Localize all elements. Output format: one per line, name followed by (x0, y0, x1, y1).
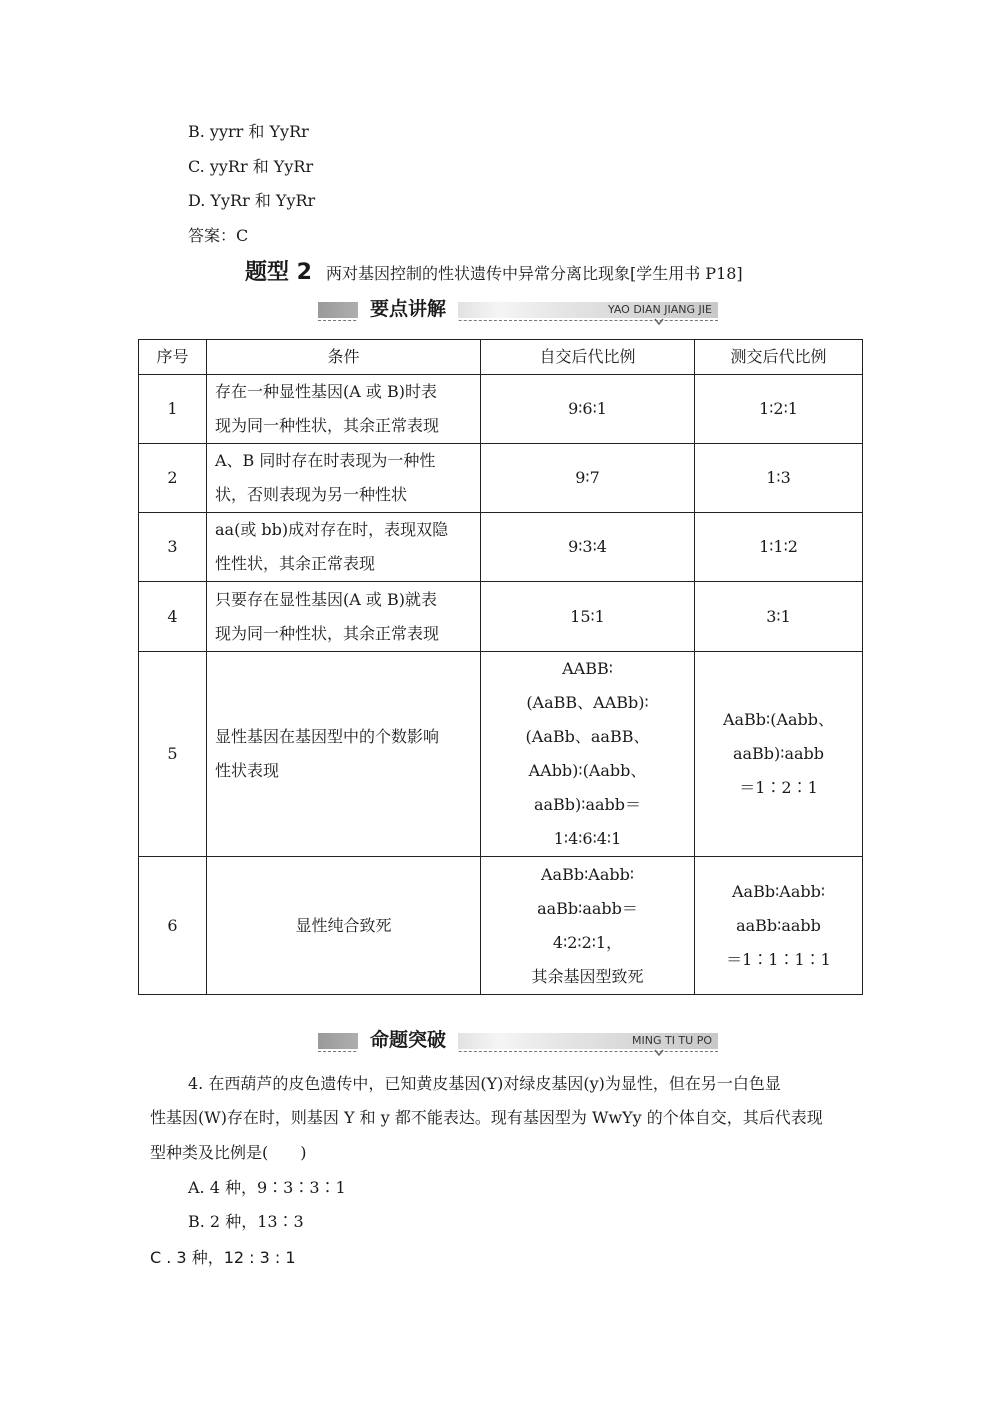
question-line-1: 4. 在西葫芦的皮色遗传中，已知黄皮基因(Y)对绿皮基因(y)为显性，但在另一白色显 (188, 1074, 781, 1093)
row-test-ratio: 3∶1 (695, 582, 863, 652)
table-row (139, 857, 863, 995)
practice-banner (318, 1025, 718, 1059)
table-row (139, 652, 863, 857)
ratio-table (138, 339, 863, 995)
row-condition: 显性基因在基因型中的个数影响 性状表现 (207, 652, 481, 857)
row-condition: 存在一种显性基因(A 或 B)时表 现为同一种性状，其余正常表现 (207, 375, 481, 444)
row-no: 6 (139, 857, 207, 995)
row-condition: 显性纯合致死 (207, 857, 481, 995)
chevron-down-icon (654, 1049, 664, 1057)
row-self-ratio: 9∶3∶4 (481, 513, 695, 582)
question-line-3: 型种类及比例是( ) (150, 1143, 307, 1162)
section-title (245, 255, 743, 285)
table-row (139, 444, 863, 513)
table-row (139, 582, 863, 652)
row-test-ratio: AaBb∶(Aabb、 aaBb)∶aabb ＝1∶2∶1 (695, 652, 863, 857)
option-b: B. 2 种，13∶3 (188, 1212, 304, 1231)
row-self-ratio: AABB∶ (AaBB、AABb)∶ (AaBb、aaBB、 AAbb)∶(Aabb、 aaBb)∶aabb＝ 1∶4∶6∶4∶1 (481, 652, 695, 857)
header-self-cross: 自交后代比例 (481, 340, 695, 375)
row-condition: 只要存在显性基因(A 或 B)就表 现为同一种性状，其余正常表现 (207, 582, 481, 652)
banner-title: 要点讲解 (358, 294, 458, 324)
option-c: C . 3 种，12 : 3 : 1 (150, 1248, 296, 1267)
row-self-ratio: AaBb∶Aabb∶ aaBb∶aabb＝ 4∶2∶2∶1， 其余基因型致死 (481, 857, 695, 995)
header-no: 序号 (139, 340, 207, 375)
chevron-down-icon (654, 318, 664, 326)
key-points-banner (318, 294, 718, 328)
answer-line: 答案：C (188, 226, 249, 245)
banner-pinyin: MING TI TU PO (631, 1034, 712, 1047)
option-a: A. 4 种，9∶3∶3∶1 (188, 1178, 346, 1197)
row-test-ratio: 1∶3 (695, 444, 863, 513)
banner-title: 命题突破 (358, 1025, 458, 1055)
row-no: 4 (139, 582, 207, 652)
row-no: 3 (139, 513, 207, 582)
row-self-ratio: 9∶7 (481, 444, 695, 513)
row-no: 5 (139, 652, 207, 857)
row-test-ratio: 1∶1∶2 (695, 513, 863, 582)
question-line-2: 性基因(W)存在时，则基因 Y 和 y 都不能表达。现有基因型为 WwYy 的个体自交，其后代表现 (150, 1108, 823, 1127)
row-test-ratio: 1∶2∶1 (695, 375, 863, 444)
row-self-ratio: 15∶1 (481, 582, 695, 652)
row-no: 1 (139, 375, 207, 444)
table-row (139, 375, 863, 444)
option-b: B. yyrr 和 YyRr (188, 122, 309, 141)
header-test-cross: 测交后代比例 (695, 340, 863, 375)
row-condition: A、B 同时存在时表现为一种性 状，否则表现为另一种性状 (207, 444, 481, 513)
banner-pinyin: YAO DIAN JIANG JIE (607, 303, 712, 316)
section-subtitle: 两对基因控制的性状遗传中异常分离比现象[学生用书 P18] (325, 264, 743, 283)
section-label: 题型 2 (245, 260, 312, 285)
row-test-ratio: AaBb∶Aabb∶ aaBb∶aabb ＝1∶1∶1∶1 (695, 857, 863, 995)
row-condition: aa(或 bb)成对存在时，表现双隐 性性状，其余正常表现 (207, 513, 481, 582)
row-no: 2 (139, 444, 207, 513)
table-row (139, 513, 863, 582)
option-d: D. YyRr 和 YyRr (188, 191, 316, 210)
row-self-ratio: 9∶6∶1 (481, 375, 695, 444)
option-c: C. yyRr 和 YyRr (188, 157, 314, 176)
header-condition: 条件 (207, 340, 481, 375)
table-header-row (139, 340, 863, 375)
